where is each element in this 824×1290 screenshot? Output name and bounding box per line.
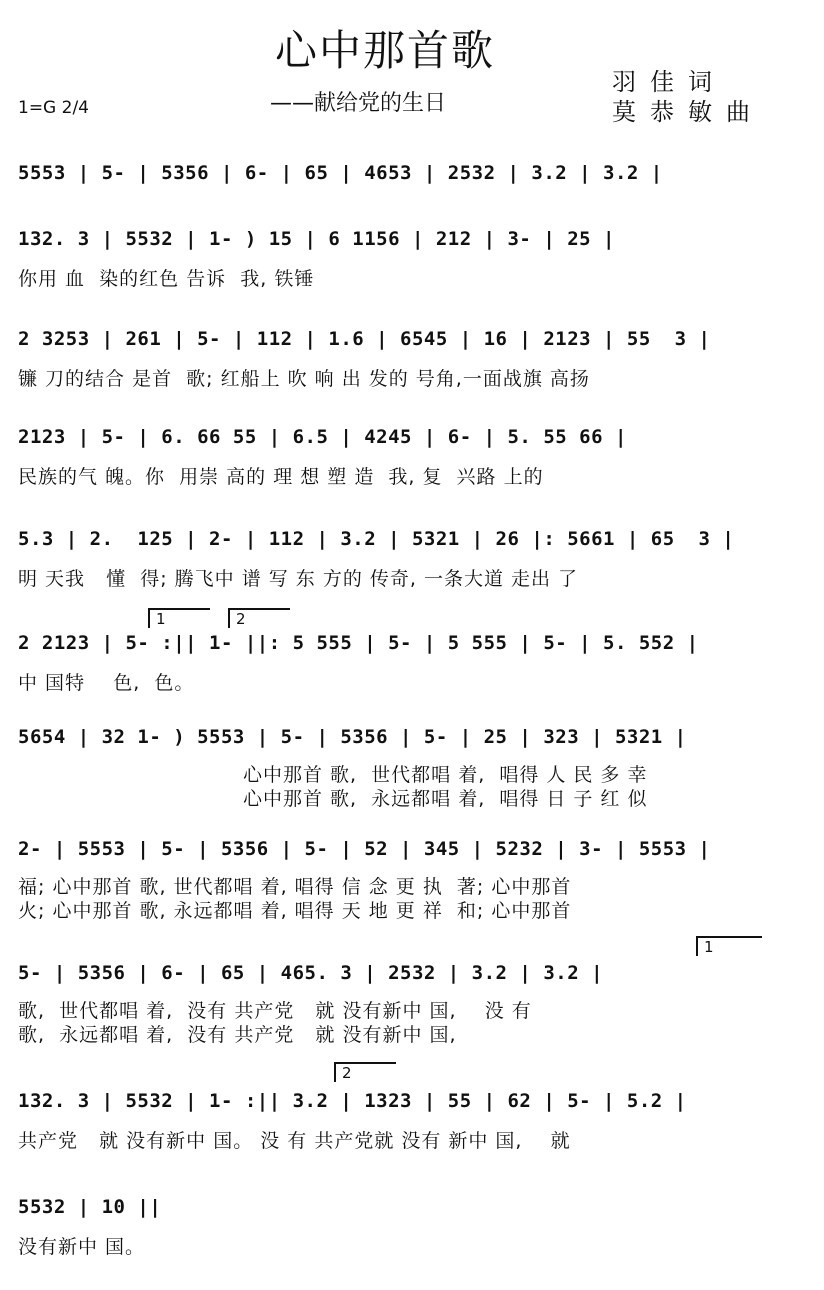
score-line-11 [18,1196,808,1266]
notation: 5- | 5356 | 6- | 65 | 465. 3 | 2532 | 3.2 | 3.2 | [18,962,604,984]
lyric-verse-2: 歌, 永远都唱 着, 没有 共产党 就 没有新中 国, [18,1024,457,1046]
score-line-1 [18,162,808,202]
notation: 5553 | 5- | 5356 | 6- | 65 | 4653 | 2532 | 3.2 | 3.2 | [18,162,663,184]
lyric-verse-1: 心中那首 歌, 世代都唱 着, 唱得 人 民 多 幸 [243,764,648,786]
notation: 5.3 | 2. 125 | 2- | 112 | 3.2 | 5321 | 26 |: 5661 | 65 3 | [18,528,735,550]
lyric-verse: 民族的气 魄。你 用崇 高的 理 想 塑 造 我, 复 兴路 上的 [18,466,544,488]
volta-1-second: 1 [696,936,762,956]
volta-1: 1 [148,608,210,628]
lyric-verse-2: 火; 心中那首 歌, 永远都唱 着, 唱得 天 地 更 祥 和; 心中那首 [18,900,572,922]
composer-credit: 莫恭敏曲 [612,98,764,126]
lyric-verse: 你用 血 染的红色 告诉 我, 铁锤 [18,268,315,290]
lyric-verse: 中 国特 色, 色。 [18,672,195,694]
song-subtitle: ——献给党的生日 [270,91,447,116]
score-line-4 [18,426,808,496]
key-label: 1=G [18,98,57,118]
score-line-9 [18,962,808,1052]
score-line-7 [18,726,808,816]
song-title: 心中那首歌 [274,26,495,75]
notation: 2- | 5553 | 5- | 5356 | 5- | 52 | 345 | 5232 | 3- | 5553 | [18,838,711,860]
notation: 5532 | 10 || [18,1196,162,1218]
volta-2: 2 [228,608,290,628]
lyric-verse-1: 歌, 世代都唱 着, 没有 共产党 就 没有新中 国, 没 有 [18,1000,532,1022]
volta-2-second: 2 [334,1062,396,1082]
lyric-verse: 共产党 就 没有新中 国。 没 有 共产党就 没有 新中 国, 就 [18,1130,571,1152]
score-line-8 [18,838,808,928]
lyric-verse: 明 天我 懂 得; 腾飞中 谱 写 东 方的 传奇, 一条大道 走出 了 [18,568,579,590]
notation: 2123 | 5- | 6. 66 55 | 6.5 | 4245 | 6- | 5. 55 66 | [18,426,627,448]
score-line-6 [18,632,808,702]
notation: 5654 | 32 1- ) 5553 | 5- | 5356 | 5- | 25 | 323 | 5321 | [18,726,687,748]
key-signature [18,98,89,118]
lyric-verse: 没有新中 国。 [18,1236,146,1258]
lyricist-credit: 羽佳词 [612,68,726,96]
notation: 132. 3 | 5532 | 1- ) 15 | 6 1156 | 212 | 3- | 25 | [18,228,615,250]
notation: 2 2123 | 5- :|| 1- ||: 5 555 | 5- | 5 555 | 5- | 5. 552 | [18,632,699,654]
lyric-verse: 镰 刀的结合 是首 歌; 红船上 吹 响 出 发的 号角,一面战旗 高扬 [18,368,590,390]
time-signature: 2/4 [61,98,89,118]
score-line-3 [18,328,808,398]
score-line-2 [18,228,808,298]
score-line-10 [18,1090,808,1160]
notation: 132. 3 | 5532 | 1- :|| 3.2 | 1323 | 55 | 62 | 5- | 5.2 | [18,1090,687,1112]
lyric-verse-2: 心中那首 歌, 永远都唱 着, 唱得 日 子 红 似 [243,788,648,810]
notation: 2 3253 | 261 | 5- | 112 | 1.6 | 6545 | 16 | 2123 | 55 3 | [18,328,711,350]
lyric-verse-1: 福; 心中那首 歌, 世代都唱 着, 唱得 信 念 更 执 著; 心中那首 [18,876,572,898]
score-line-5 [18,528,808,598]
